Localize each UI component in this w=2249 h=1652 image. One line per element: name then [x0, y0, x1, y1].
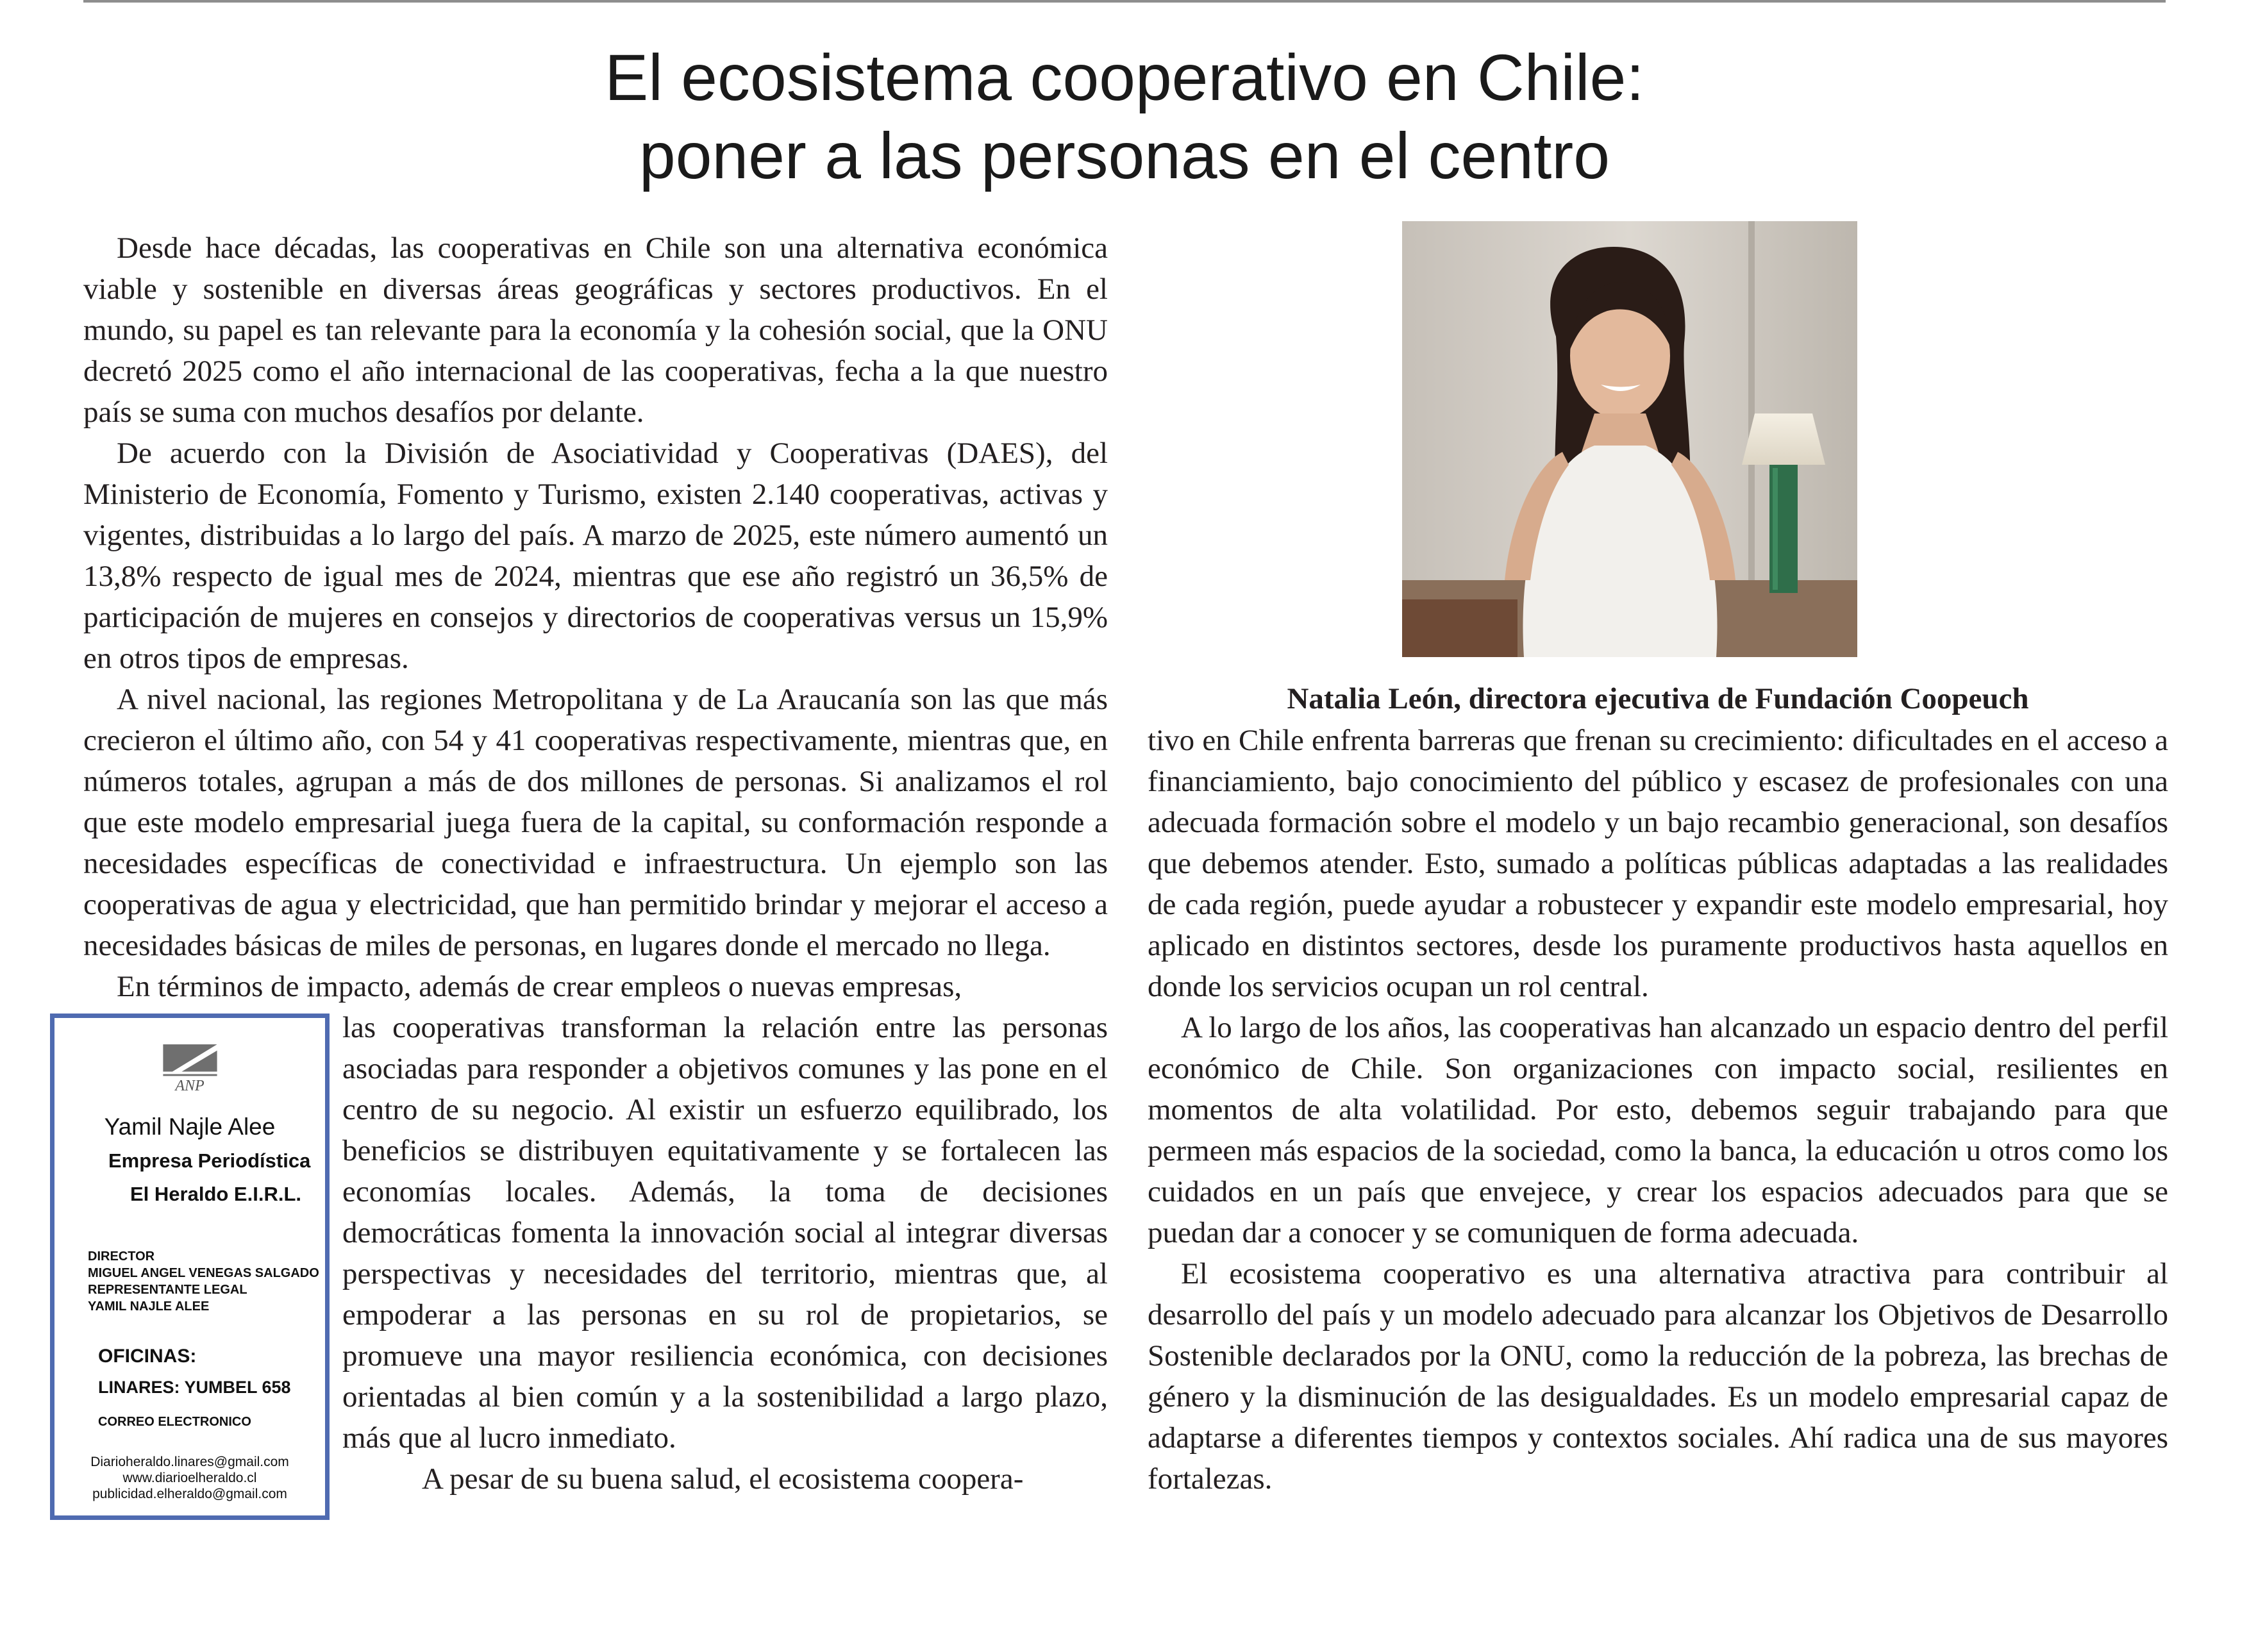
website: www.diarioelheraldo.cl	[122, 1471, 257, 1485]
paragraph: En términos de impacto, además de crear empleos o nuevas empresas,	[117, 970, 962, 1003]
director-label: DIRECTOR	[88, 1249, 155, 1264]
paragraph: El ecosistema cooperativo es una alternativa atractiva para contribuir al desarrollo del país y un modelo adecuado para alcanzar los Objetivos de Desarrollo Sostenible declarados por la ONU, como la reducción de la pobreza, las brechas de género y la disminución de las desigualdades. Es un modelo empresarial capaz de adaptarse a diferentes tiempos y contextos sociales. Ahí radica una de sus mayores fortalezas.	[1148, 1257, 2168, 1496]
legal-label: REPRESENTANTE LEGAL	[88, 1283, 247, 1297]
masthead-company-1: Empresa Periodística	[108, 1149, 311, 1172]
portrait-photo	[1402, 221, 1857, 657]
paragraph: Desde hace décadas, las cooperativas en Chile son una alternativa económica viable y sostenible en diversas áreas geográficas y sectores productivos. En el mundo, su papel es tan relevante para la economía y la cohesión social, que la ONU decretó 2025 como el año internacional de las cooperativas, fecha a la que nuestro país se suma con muchos desafíos por delante.	[83, 231, 1108, 429]
masthead-company-2: El Heraldo E.I.R.L.	[130, 1183, 301, 1205]
paragraph: A nivel nacional, las regiones Metropolitana y de La Araucanía son las que más crecieron el último año, con 54 y 41 cooperativas respectivamente, mientras que, en números totales, agrupan a más de dos millones de personas. Si analizamos el rol que este modelo empresarial juega fuera de la capital, su conformación responde a necesidades específicas de conectividad e infraestructura. Un ejemplo son las cooperativas de agua y electricidad, que han permitido brindar y mejorar el acceso a necesidades básicas de miles de personas, en lugares donde el mercado no llega.	[83, 683, 1108, 962]
offices-label: OFICINAS:	[98, 1346, 197, 1367]
email-label: CORREO ELECTRONICO	[98, 1415, 251, 1429]
offices-address: LINARES: YUMBEL 658	[98, 1378, 291, 1397]
paragraph: A pesar de su buena salud, el ecosistema coopera-	[422, 1462, 1024, 1496]
email-2: publicidad.elheraldo@gmail.com	[92, 1487, 287, 1501]
paragraph: A lo largo de los años, las cooperativas han alcanzado un espacio dentro del perfil económico de Chile. Son organizaciones con impacto social, resilientes en momentos de alta volatilidad. Por esto, debemos seguir trabajando para que permeen más espacios de la sociedad, como la banca, la educación u otros como los cuidados en un país que envejece, y crear los espacios adecuados para que se puedan dar a conocer y se comuniquen de forma adecuada.	[1148, 1011, 2168, 1249]
masthead-owner: Yamil Najle Alee	[104, 1114, 276, 1140]
director-name: MIGUEL ANGEL VENEGAS SALGADO	[88, 1266, 319, 1280]
email-1: Diarioheraldo.linares@gmail.com	[90, 1455, 289, 1469]
top-rule	[83, 0, 2166, 3]
logo-text: ANP	[175, 1078, 205, 1094]
paragraph-text: las cooperativas transforman la relación entre las personas asociadas para responder a objetivos comunes y las pone en el centro de su negocio. Al existir un esfuerzo equilibrado, los beneficios se distribuyen equitativamente y se fortalecen las economías locales. Además, la toma de decisiones democráticas fomenta la innovación social al integrar diversas perspectivas y necesidades del territorio, mientras que, al empoderar a las personas en su rol de propietarios, se promueve una mayor resiliencia económica, con decisiones orientadas al bien común y a la sostenibilidad a largo plazo, más que al lucro inmediato.	[342, 1011, 1108, 1455]
article-column-left	[83, 228, 1108, 1520]
paragraph: De acuerdo con la División de Asociatividad y Cooperativas (DAES), del Ministerio de Economía, Fomento y Turismo, existen 2.140 cooperativas, activas y vigentes, distribuidas a lo largo del país. A marzo de 2025, este número aumentó un 13,8% respecto de igual mes de 2024, mientras que ese año registró un 36,5% de participación de mujeres en consejos y directorios de cooperativas versus un 15,9% en otros tipos de empresas.	[83, 437, 1108, 675]
photo-caption: Natalia León, directora ejecutiva de Fundación Coopeuch	[1287, 682, 2029, 715]
headline-line-1: El ecosistema cooperativo en Chile:	[605, 41, 1644, 114]
legal-name: YAMIL NAJLE ALEE	[88, 1299, 210, 1314]
article-column-right	[1148, 720, 2168, 1499]
headline	[0, 38, 2249, 195]
paragraph: tivo en Chile enfrenta barreras que frenan su crecimiento: dificultades en el acceso a financiamiento, bajo conocimiento del público y escasez de profesionales con una adecuada formación sobre el modelo y un bajo recambio generacional, son desafíos que debemos atender. Esto, sumado a políticas públicas adaptadas a las realidades de cada región, puede ayudar a robustecer y expandir este modelo empresarial, hoy aplicado en distintos sectores, desde los puramente productivos hasta aquellos en donde los servicios ocupan un rol central.	[1148, 724, 2168, 1003]
masthead-box	[50, 1014, 330, 1520]
headline-line-2: poner a las personas en el centro	[639, 119, 1610, 192]
